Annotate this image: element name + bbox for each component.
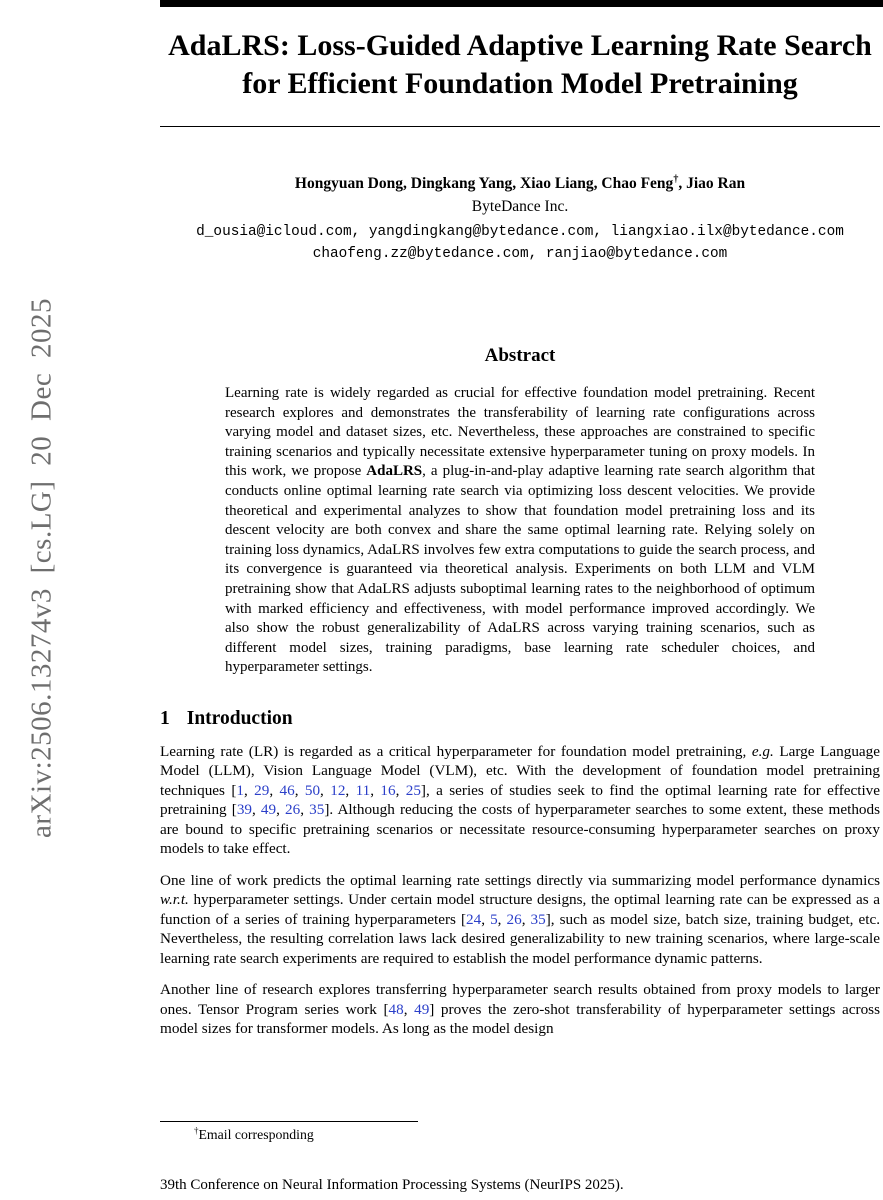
citation-link[interactable]: 49	[414, 1000, 430, 1018]
citation-link[interactable]: 26	[506, 910, 522, 928]
author-affiliation: ByteDance Inc.	[471, 198, 569, 215]
footnote-block	[160, 1121, 880, 1143]
citation-link[interactable]: 29	[254, 781, 270, 799]
paper-title-line2: for Efficient Foundation Model Pretraining	[242, 67, 798, 100]
intro-paragraph-1: Learning rate (LR) is regarded as a critical hyperparameter for foundation model pretraining, e.g. Large Language Model (LLM), Vision Language Model (VLM), etc. With the development of foundation model pretraining techniques [1, 29, 46, 50, 12, 11, 16, 25], a series of studies seek to find the optimal learning rate for effective pretraining [39, 49, 26, 35]. Although reducing the costs of hyperparameter searches to some extent, these methods are bound to specific pretraining scenarios or necessitate resource-consuming hyperparameter searches on proxy models to take effect.	[160, 742, 881, 858]
citation-link[interactable]: 24	[466, 910, 482, 928]
citation-link[interactable]: 35	[530, 910, 546, 928]
paper-title	[160, 27, 880, 103]
citation-link[interactable]: 11	[355, 781, 371, 799]
citation-link[interactable]: 39	[236, 801, 252, 819]
citation-link[interactable]: 49	[260, 801, 277, 819]
abstract-text: Learning rate is widely regarded as crucial for effective foundation model pretraining. Recent research explores and demonstrates the transferability of learning rate configurations across varying model and dataset sizes, etc. Nevertheless, these approaches are constrained to specific training scenarios and typically necessitate extensive hyperparameter tuning on proxy models. In this work, we propose AdaLRS, a plug-in-and-play adaptive learning rate search algorithm that conducts online optimal learning rate search via optimizing loss descent velocities. We provide theoretical and experimental analyzes to show that foundation model pretraining loss and its descent velocity are both convex and share the same optimal learning rate. Relying solely on training loss dynamics, AdaLRS involves few extra computations to guide the search process, and its convergence is guaranteed via theoretical analysis. Experiments on both LLM and VLM pretraining show that AdaLRS adjusts suboptimal learning rates to the neighborhood of optimum with marked efficiency and effectiveness, with model performance improved accordingly. We also show the robust generalizability of AdaLRS across varying training scenarios, such as different model sizes, training paradigms, base learning rate scheduler choices, and hyperparameter settings.	[225, 385, 815, 676]
dagger-superscript: †	[194, 1125, 199, 1136]
author-emails-line2: chaofeng.zz@bytedance.com, ranjiao@bytedance.com	[312, 246, 728, 262]
citation-link[interactable]: 50	[304, 781, 321, 799]
section-title: Introduction	[186, 707, 293, 729]
abstract-heading: Abstract	[484, 345, 556, 366]
citation-link[interactable]: 35	[309, 801, 325, 819]
section-number: 1	[160, 707, 170, 729]
title-rule	[160, 126, 880, 127]
paper-content	[160, 0, 880, 1039]
author-emails	[160, 221, 880, 265]
intro-paragraph-2: One line of work predicts the optimal learning rate settings directly via summarizing model performance dynamics w.r.t. hyperparameter settings. Under certain model structure designs, the optimal learning rate can be expressed as a function of a series of training hyperparameters [24, 5, 26, 35], such as model size, batch size, training budget, etc. Nevertheless, the resulting correlation laws lack desired generalizability to new training scenarios, where large-scale learning rate search experiments are required to establish the model performance dynamic patterns.	[160, 871, 881, 967]
footnote-rule	[160, 1121, 418, 1122]
citation-link[interactable]: 46	[279, 781, 295, 799]
arxiv-watermark: arXiv:2506.13274v3 [cs.LG] 20 Dec 2025	[25, 298, 58, 838]
footer-conference-note: 39th Conference on Neural Information Processing Systems (NeurIPS 2025).	[160, 1177, 624, 1193]
footnote-text: †Email corresponding	[194, 1125, 314, 1142]
citation-link[interactable]: 1	[236, 781, 244, 799]
citation-link[interactable]: 16	[380, 781, 396, 799]
bold-text: AdaLRS	[366, 463, 423, 480]
italic-text: w.r.t.	[160, 891, 189, 909]
citation-link[interactable]: 25	[405, 781, 421, 799]
citation-link[interactable]: 12	[330, 781, 346, 799]
paper-title-line1: AdaLRS: Loss-Guided Adaptive Learning Rate Search	[168, 29, 872, 62]
italic-text: e.g.	[751, 742, 774, 760]
citation-link[interactable]: 26	[285, 801, 301, 819]
citation-link[interactable]: 5	[490, 910, 498, 928]
authors-line: Hongyuan Dong, Dingkang Yang, Xiao Liang, Chao Feng†, Jiao Ran	[294, 173, 746, 192]
dagger-superscript: †	[673, 173, 679, 185]
intro-paragraph-3: Another line of research explores transferring hyperparameter search results obtained from proxy models to larger ones. Tensor Program series work [48, 49] proves the zero-shot transferability of hyperparameter settings across model sizes for transformer models. As long as the model design	[160, 981, 880, 1038]
citation-link[interactable]: 48	[388, 1000, 404, 1018]
section-heading-introduction	[160, 708, 880, 730]
author-emails-line1: d_ousia@icloud.com, yangdingkang@bytedance.com, liangxiao.ilx@bytedance.com	[196, 224, 844, 240]
